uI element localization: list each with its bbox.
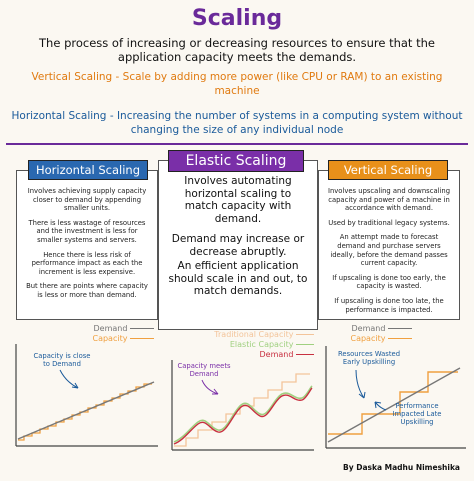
mid-chart-legend	[164, 330, 314, 360]
horizontal-p3: Hence there is less risk of performance impact as each the increment is less expensive.	[31, 250, 143, 276]
vertical-scaling-text	[319, 171, 459, 314]
horizontal-scaling-text	[17, 171, 157, 300]
horizontal-p4: But there are points where capacity is less or more than demand.	[26, 282, 148, 299]
vertical-p3: An attempt made to forecast demand and purchase servers ideally, before the demand passes current capacity.	[330, 233, 448, 268]
legend-elastic-capacity: Elastic Capacity	[164, 340, 314, 350]
mid-chart-annotation: Capacity meets Demand	[177, 362, 231, 378]
vertical-scaling-card	[318, 170, 460, 320]
left-annotation-arrow	[56, 368, 86, 394]
horizontal-scaling-definition: Horizontal Scaling - Increasing the number of systems in a computing system without changing the size of any individual node	[11, 110, 463, 136]
right-annotation-wasted: Resources Wasted Early Upskilling	[337, 350, 401, 366]
horizontal-scaling-header: Horizontal Scaling	[28, 160, 148, 180]
author-credit: By Daska Madhu Nimeshika	[343, 463, 460, 472]
elastic-scaling-header: Elastic Scaling	[168, 150, 304, 172]
elastic-scaling-card	[158, 160, 318, 330]
legend-capacity: Capacity	[40, 334, 154, 344]
elastic-p1: Involves automating horizontal scaling to match capacity with demand.	[184, 175, 292, 225]
elastic-p3: An efficient application should scale in and out, to match demands.	[168, 260, 308, 297]
left-chart-annotation: Capacity is close to Demand	[33, 352, 91, 368]
vertical-p1: Involves upscaling and downscaling capacity and power of a machine in accordance with demand.	[327, 187, 451, 213]
section-divider	[6, 143, 468, 145]
right-annotation-impacted: Performance Impacted Late Upskilling	[392, 402, 442, 426]
horizontal-p1: Involves achieving supply capacity closer to demand by appending smaller units.	[27, 187, 147, 213]
legend-demand: Demand	[40, 324, 154, 334]
intro-text: The process of increasing or decreasing resources to ensure that the application capacity meets the demands.	[39, 36, 435, 64]
horizontal-scaling-card	[16, 170, 158, 320]
vertical-p4: If upscaling is done too early, the capacity is wasted.	[332, 273, 446, 291]
vertical-scaling-definition: Vertical Scaling - Scale by adding more power (like CPU or RAM) to an existing machine	[31, 71, 443, 97]
mid-demand-line	[174, 388, 312, 444]
elastic-scaling-text	[159, 161, 317, 298]
vertical-scaling-header: Vertical Scaling	[328, 160, 448, 180]
mid-traditional-capacity-line	[174, 374, 310, 446]
right-impacted-arrow	[372, 398, 388, 416]
left-demand-line	[18, 382, 154, 439]
vertical-p5: If upscaling is done too late, the performance is impacted.	[334, 296, 444, 314]
elastic-p2: Demand may increase or decrease abruptly.	[171, 233, 305, 258]
vertical-p2: Used by traditional legacy systems.	[328, 218, 450, 227]
mid-elastic-capacity-line	[174, 386, 312, 442]
legend-demand: Demand	[164, 350, 314, 360]
page-title: Scaling	[191, 6, 283, 31]
horizontal-p2: There is less wastage of resources and the investment is less for smaller systems and servers.	[28, 218, 146, 244]
legend-demand: Demand	[320, 324, 412, 334]
right-chart-legend	[320, 324, 412, 344]
mid-annotation-arrow	[198, 378, 228, 400]
legend-capacity: Capacity	[320, 334, 412, 344]
legend-traditional-capacity: Traditional Capacity	[164, 330, 314, 340]
